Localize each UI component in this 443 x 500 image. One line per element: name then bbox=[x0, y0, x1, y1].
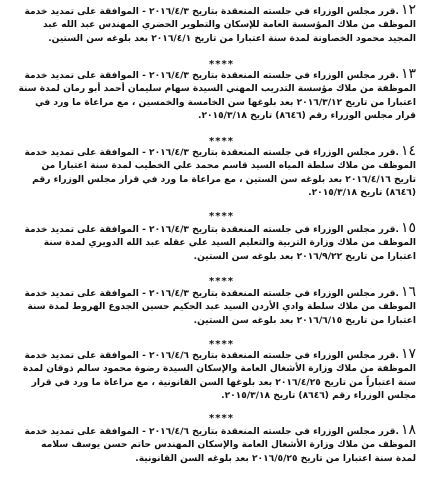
decision-item-15 bbox=[18, 222, 416, 264]
item-number: ١٧ bbox=[400, 346, 416, 362]
decision-item-18 bbox=[18, 424, 416, 466]
item-text: .قرر مجلس الوزراء في جلسته المنعقدة بتاريخ ٢٠١٦/٤/٣ - الموافقة على تمديد خدمة الموظف من ملاك وزارة التربية والتعليم السيد علي عقله عبد الله الدويري لمدة سنة اعتبارا من تاريخ ٢٠١٦/٩/٢٢ بعد بلوغه سن الستين. bbox=[24, 225, 416, 262]
item-text: .قرر مجلس الوزراء في جلسته المنعقدة بتاريخ ٢٠١٦/٤/٣ - الموافقة على تمديد خدمة الموظف من ملاك سلطة وادي الأردن السيد عبد الحكيم حسين الجدوع الهروط لمدة سنة اعتبارا من تاريخ ٢٠١٦/٦/١٥ بعد بلوغه سن الستين. bbox=[24, 289, 416, 326]
item-number: ١٣ bbox=[400, 66, 416, 82]
item-number: ١٦ bbox=[400, 284, 416, 300]
item-number: ١٥ bbox=[400, 220, 416, 236]
separator: **** bbox=[209, 211, 234, 222]
separator: **** bbox=[209, 276, 234, 287]
item-text: .قرر مجلس الوزراء في جلسته المنعقدة بتاريخ ٢٠١٦/٤/٦ - الموافقة على تمديد خدمة الموظف من ملاك وزارة الأشغال العامة والإسكان المهندس حاتم حسن يوسف سلامه لمدة سنة اعتبارا من تاريخ ٢٠١٦/٥/٢٥ بعد بلوغه السن القانونية. bbox=[24, 427, 416, 464]
decision-item-17 bbox=[18, 348, 416, 404]
item-text: .قرر مجلس الوزراء في جلسته المنعقدة بتاريخ ٢٠١٦/٤/٣ - الموافقة على تمديد خدمة الموظف من ملاك المؤسسة العامة للإسكان والتطوير الحضري المهندس عبد الله عبد المجيد محمود الخصاونة لمدة سنة اعتبارا من تاريخ ٢٠١٦/٤/١ بعد بلوغه سن الستين. bbox=[24, 7, 416, 44]
item-number: ١٨ bbox=[400, 422, 416, 438]
separator: **** bbox=[209, 413, 234, 424]
decision-item-12 bbox=[18, 4, 416, 46]
decision-item-16 bbox=[18, 286, 416, 328]
item-text: .قرر مجلس الوزراء في جلسته المنعقدة بتاريخ ٢٠١٦/٤/٣ - الموافقة على تمديد خدمة الموظفة من ملاك مؤسسة التدريب المهني السيدة سهام سليمان أحمد أبو رمان لمدة سنة اعتبارا من تاريخ ٢٠١٦/٣/١٢ بعد بلوغها سن الخامسة والخمسين ، مع مراعاة ما ورد في قرار مجلس الوزراء رقم (٨٦٤٦) تاريخ ٢٠١٥/٣/١٨. bbox=[18, 71, 416, 122]
decision-item-13 bbox=[18, 68, 416, 124]
separator: **** bbox=[209, 59, 234, 70]
item-number: ١٢ bbox=[400, 2, 416, 18]
decision-item-14 bbox=[18, 145, 416, 201]
separator: **** bbox=[209, 136, 234, 147]
item-text: .قرر مجلس الوزراء في جلسته المنعقدة بتاريخ ٢٠١٦/٤/٦ - الموافقة على تمديد خدمة الموظفة من ملاك وزارة الأشغال العامة والإسكان السيدة رضوة محمود سالم ذوقان لمدة سنة اعتباراً من تاريخ ٢٠١٦/٤/٢٥ بعد بلوغها السن القانونية ، مع مراعاة ما ورد في قرار مجلس الوزراء رقم (٨٦٤٦) تاريخ ٢٠١٥/٣/١٨. bbox=[22, 351, 416, 402]
item-number: ١٤ bbox=[400, 143, 416, 159]
separator: **** bbox=[209, 339, 234, 350]
item-text: .قرر مجلس الوزراء في جلسته المنعقدة بتاريخ ٢٠١٦/٤/٣ - الموافقة على تمديد خدمة الموظف من ملاك سلطة المياه السيد قاسم محمد علي الخطيب لمدة سنة اعتبارا من تاريخ ٢٠١٦/٤/١٦ بعد بلوغه سن الستين ، مع مراعاة ما ورد في قرار مجلس الوزراء رقم (٨٦٤٦) تاريخ ٢٠١٥/٣/١٨. bbox=[24, 148, 416, 199]
